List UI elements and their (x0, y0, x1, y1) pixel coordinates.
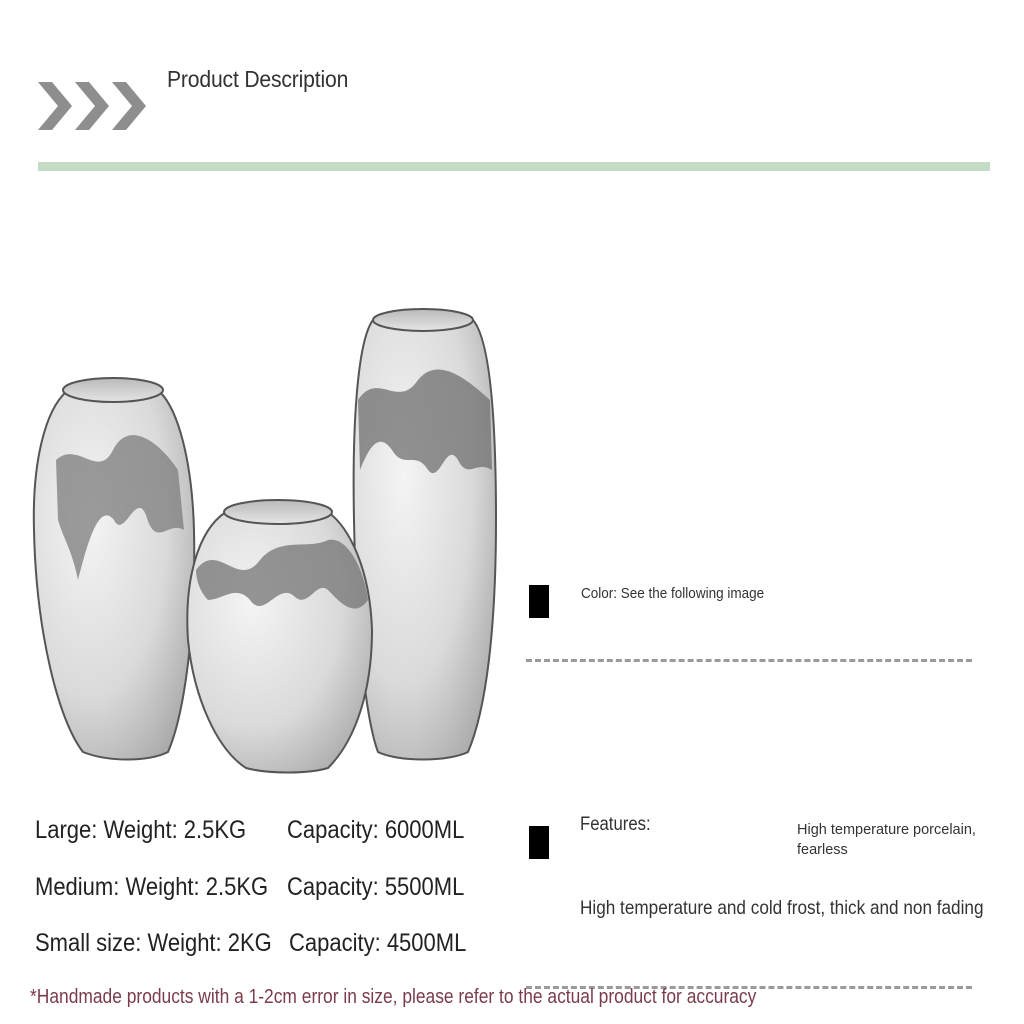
spec-large-capacity: Capacity: 6000ML (287, 816, 465, 844)
spec-large-weight: Large: Weight: 2.5KG (35, 816, 247, 844)
large-vase (34, 378, 194, 760)
features-bullet (529, 826, 549, 859)
small-vase (187, 500, 372, 773)
triple-chevron-right-icon (38, 80, 153, 132)
spec-medium-weight: Medium: Weight: 2.5KG (35, 873, 269, 901)
size-disclaimer-note: *Handmade products with a 1-2cm error in size, please refer to the actual product for accuracy (30, 986, 757, 1008)
vase-set-image (28, 300, 508, 780)
feature-item: High temperature porcelain, fearless (797, 822, 976, 858)
medium-vase (354, 309, 496, 760)
features-label: Features: (580, 814, 651, 835)
feature-item: High temperature and cold frost, thick and non fading (580, 897, 984, 919)
dashed-divider (526, 659, 972, 662)
spec-small-weight: Small size: Weight: 2KG (35, 929, 272, 957)
header-divider (38, 162, 990, 171)
color-label: Color: See the following image (581, 585, 765, 602)
spec-small-capacity: Capacity: 4500ML (289, 929, 467, 957)
page-title: Product Description (167, 66, 349, 92)
spec-medium-capacity: Capacity: 5500ML (287, 873, 465, 901)
color-bullet (529, 585, 549, 618)
